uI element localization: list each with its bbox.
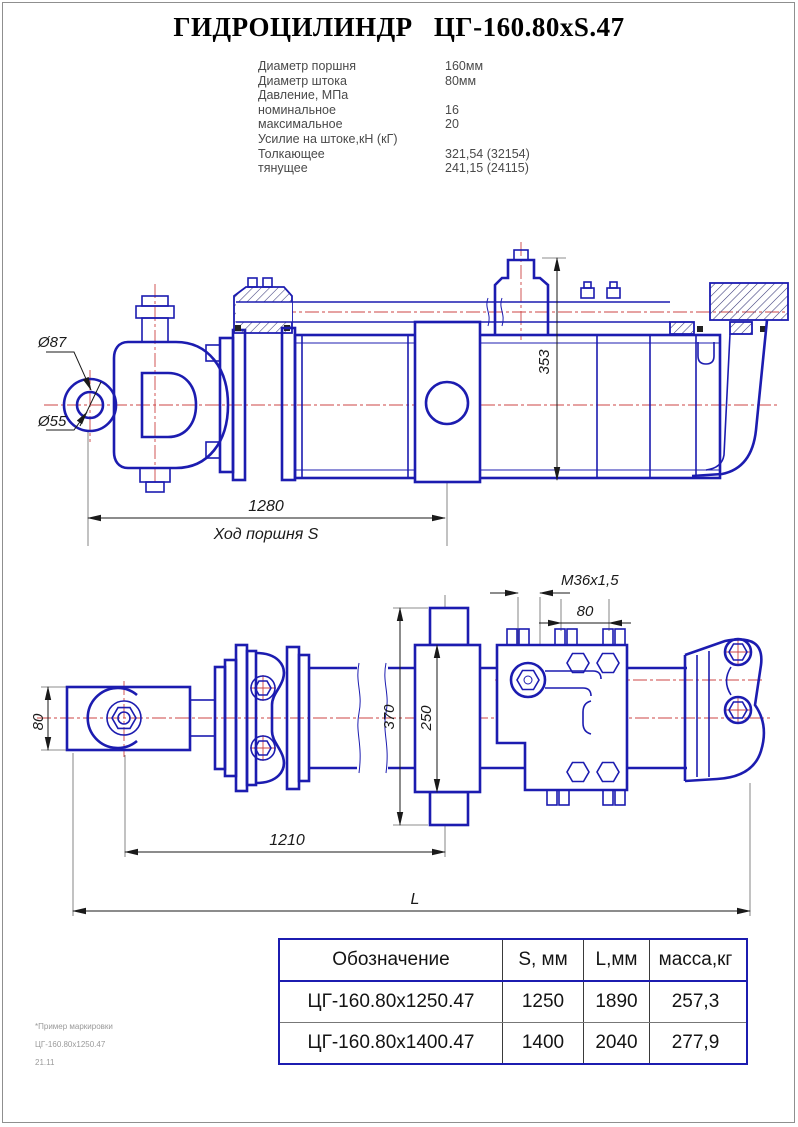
dim-80-ports-label: 80 bbox=[576, 603, 594, 620]
footnote-line: *Пример маркировки bbox=[35, 1022, 113, 1031]
spec-label: Диаметр поршня bbox=[258, 59, 357, 73]
centerlines bbox=[37, 640, 773, 784]
spec-row bbox=[258, 103, 558, 118]
dim-370-label: 370 bbox=[381, 704, 398, 730]
spec-value: 80мм bbox=[445, 73, 477, 88]
port-bracket bbox=[234, 278, 292, 333]
col-header-stroke: S, мм bbox=[503, 940, 584, 980]
cell-designation: ЦГ-160.80х1400.47 bbox=[280, 1023, 503, 1063]
spec-value: 16 bbox=[445, 102, 459, 117]
cell-stroke: 1250 bbox=[503, 982, 584, 1022]
spec-value: 241,15 (24115) bbox=[445, 161, 529, 176]
col-header-length: L,мм bbox=[584, 940, 650, 980]
rear-cap bbox=[670, 283, 788, 476]
col-header-designation: Обозначение bbox=[280, 940, 503, 980]
spec-label: максимальное bbox=[258, 117, 343, 132]
cell-length: 2040 bbox=[584, 1023, 650, 1063]
spec-value bbox=[445, 132, 558, 147]
spec-label: тянущее bbox=[258, 161, 308, 176]
dim-1210-label: 1210 bbox=[269, 832, 305, 849]
valve-block bbox=[497, 629, 627, 805]
spec-row bbox=[258, 147, 558, 162]
external-pipe bbox=[236, 282, 670, 326]
dim-250-label: 250 bbox=[418, 705, 435, 731]
spec-row bbox=[258, 74, 558, 89]
dim-353-label: 353 bbox=[536, 349, 553, 375]
spec-value: 20 bbox=[445, 117, 459, 132]
bottom-view-drawing bbox=[25, 555, 795, 925]
page-title: ГИДРОЦИЛИНДР ЦГ-160.80xS.47 bbox=[173, 12, 625, 42]
cell-designation: ЦГ-160.80х1250.47 bbox=[280, 982, 503, 1022]
spec-row bbox=[258, 59, 558, 74]
dim-L-label: L bbox=[410, 891, 420, 908]
spec-value bbox=[445, 88, 558, 103]
extension-lines bbox=[41, 595, 750, 916]
cell-length: 1890 bbox=[584, 982, 650, 1022]
cell-stroke: 1400 bbox=[503, 1023, 584, 1063]
footnote-line: ЦГ-160.80х1250.47 bbox=[35, 1040, 106, 1049]
spec-row bbox=[258, 161, 558, 176]
spec-label: Толкающее bbox=[258, 146, 325, 161]
cylinder-barrel bbox=[282, 322, 720, 482]
front-flange bbox=[236, 645, 309, 791]
rod-end-block bbox=[67, 687, 190, 750]
spec-value: 160мм bbox=[445, 59, 484, 73]
rear-cap-plan bbox=[685, 639, 764, 781]
size-table bbox=[278, 938, 748, 1065]
spec-row bbox=[258, 117, 558, 132]
piston-stroke-caption: Ход поршня S bbox=[213, 526, 319, 543]
spec-label: Диаметр штока bbox=[258, 73, 347, 88]
dim-80-left-label: 80 bbox=[30, 713, 47, 731]
table-header-row bbox=[280, 940, 746, 982]
spec-row bbox=[258, 132, 558, 147]
footnote-line: 21.11 bbox=[35, 1058, 55, 1067]
col-header-mass: масса,кг bbox=[658, 949, 733, 970]
cell-mass: 277,9 bbox=[671, 1032, 720, 1053]
spec-value: 321,54 (32154) bbox=[445, 146, 530, 161]
spec-label: номинальное bbox=[258, 102, 336, 117]
table-row bbox=[280, 1022, 746, 1063]
spec-row bbox=[258, 88, 558, 103]
dim-dia55-label: Ø55 bbox=[38, 413, 67, 430]
cell-mass: 257,3 bbox=[671, 991, 720, 1012]
dim-dia87-label: Ø87 bbox=[38, 334, 67, 351]
clevis-fork bbox=[114, 296, 228, 492]
marking-footnote bbox=[35, 1018, 113, 1072]
spec-label: Давление, МПа bbox=[258, 88, 349, 103]
dim-m36-label: M36x1,5 bbox=[561, 572, 619, 589]
top-view-drawing bbox=[30, 230, 790, 560]
dim-1280-label: 1280 bbox=[248, 498, 284, 515]
table-row bbox=[280, 982, 746, 1022]
spec-label: Усилие на штоке,кН (кГ) bbox=[258, 131, 398, 146]
spec-block bbox=[258, 59, 558, 176]
